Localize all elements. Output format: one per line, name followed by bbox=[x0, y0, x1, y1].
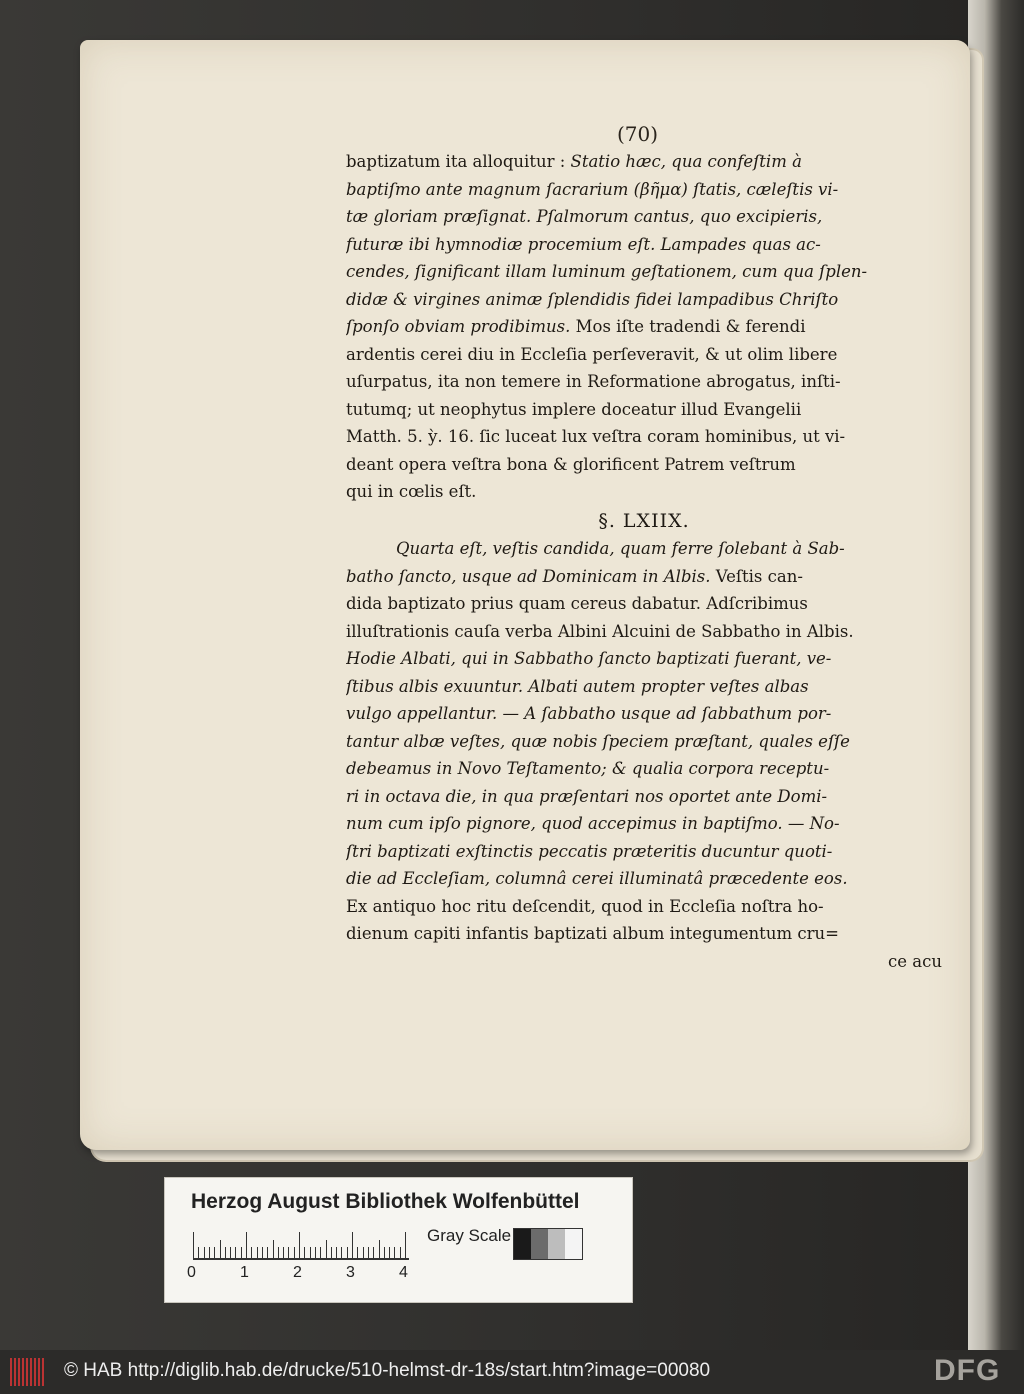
italic-text: ſponſo obviam prodibimus. bbox=[346, 317, 571, 336]
text-line bbox=[346, 148, 942, 176]
ruler-numbers bbox=[187, 1264, 437, 1286]
ruler-tick bbox=[225, 1247, 226, 1258]
ruler-tick bbox=[220, 1240, 221, 1258]
roman-text: baptizatum ita alloquitur : bbox=[346, 152, 571, 171]
roman-text: Ex antiquo hoc ritu deſcendit, quod in Eccleſia noſtra ho- bbox=[346, 896, 824, 916]
text-line bbox=[346, 920, 942, 948]
ruler-tick bbox=[368, 1247, 369, 1258]
text-line bbox=[346, 618, 942, 646]
roman-text: deant opera veſtra bona & glorificent Patrem veſtrum bbox=[346, 454, 796, 474]
ruler-number: 0 bbox=[187, 1264, 196, 1281]
ruler-tick bbox=[288, 1247, 289, 1258]
footer-copyright-url[interactable]: © HAB http://diglib.hab.de/drucke/510-helmst-dr-18s/start.htm?image=00080 bbox=[64, 1360, 711, 1381]
text-line bbox=[346, 341, 942, 369]
italic-text: Hodie Albati, qui in Sabbatho ſancto baptizati fuerant, ve- bbox=[346, 649, 832, 668]
italic-text: ſtibus albis exuuntur. Albati autem propter veſtes albas bbox=[346, 676, 809, 696]
text-line bbox=[346, 478, 942, 506]
ruler-number: 3 bbox=[346, 1264, 355, 1281]
body-text bbox=[346, 148, 942, 975]
ruler-tick bbox=[235, 1247, 236, 1258]
roman-text: Matth. 5. ỳ. 16. ſic luceat lux veſtra coram hominibus, ut vi- bbox=[346, 427, 846, 446]
ruler-tick bbox=[310, 1247, 311, 1258]
gray-scale-label: Gray Scale bbox=[427, 1226, 512, 1245]
italic-text: didæ & virgines animæ ſplendidis fidei lampadibus Chriſto bbox=[346, 289, 839, 309]
ruler-number: 1 bbox=[240, 1264, 249, 1281]
ruler-tick bbox=[400, 1247, 401, 1258]
text-line bbox=[346, 368, 942, 396]
text-line bbox=[346, 755, 942, 783]
text-line bbox=[346, 396, 942, 424]
text-line bbox=[346, 838, 942, 866]
roman-text: qui in cœlis eſt. bbox=[346, 482, 477, 501]
italic-text: batho ſancto, usque ad Dominicam in Albis. bbox=[346, 566, 711, 586]
roman-text: tutumq; ut neophytus implere doceatur illud Evangelii bbox=[346, 399, 802, 419]
ruler-tick bbox=[315, 1247, 316, 1258]
ruler-number: 4 bbox=[399, 1264, 408, 1281]
catchword: ce acu bbox=[888, 951, 942, 971]
paragraph-lxvii-end bbox=[346, 148, 942, 506]
ruler-tick bbox=[251, 1247, 252, 1258]
text-line bbox=[346, 810, 942, 838]
italic-text: ri in octava die, in qua præſentari nos oportet ante Domi- bbox=[346, 786, 828, 806]
italic-text: tantur albæ veſtes, quæ nobis ſpeciem præſtant, quales eſſe bbox=[346, 731, 850, 751]
gray-swatch bbox=[531, 1229, 548, 1259]
ruler-tick bbox=[320, 1247, 321, 1258]
text-line bbox=[346, 176, 942, 204]
italic-text: num cum ipſo pignore, quod accepimus in baptiſmo. — No- bbox=[346, 814, 840, 833]
italic-text: Quarta eſt, veſtis candida, quam ferre ſolebant à Sab- bbox=[396, 539, 845, 558]
footer-bar bbox=[0, 1350, 1024, 1394]
roman-text: Mos iſte tradendi & ferendi bbox=[570, 317, 806, 336]
text-line bbox=[346, 286, 942, 314]
roman-text: dida baptizato prius quam cereus dabatur. Adſcribimus bbox=[346, 594, 808, 613]
italic-text: cendes, ſignificant illam luminum geſtationem, cum qua ſplen- bbox=[346, 262, 868, 281]
ruler-tick bbox=[405, 1232, 406, 1258]
italic-text: tæ gloriam præſignat. Pſalmorum cantus, quo excipieris, bbox=[346, 207, 823, 226]
gray-swatch bbox=[514, 1229, 531, 1259]
italic-text: Statio hæc, qua confeſtim à bbox=[570, 152, 802, 171]
italic-text: baptiſmo ante magnum ſacrarium (βῆμα) ſtatis, cæleſtis vi- bbox=[346, 179, 839, 199]
ruler-tick bbox=[389, 1247, 390, 1258]
italic-text: debeamus in Novo Teſtamento; & qualia corpora receptu- bbox=[346, 759, 830, 778]
ruler bbox=[193, 1232, 409, 1260]
ruler-number: 2 bbox=[293, 1264, 302, 1281]
gray-scale-swatch bbox=[513, 1228, 583, 1260]
text-line bbox=[346, 893, 942, 921]
ruler-tick bbox=[262, 1247, 263, 1258]
text-line bbox=[346, 865, 942, 893]
italic-text: ſtri baptizati exſtinctis peccatis præteritis ducuntur quoti- bbox=[346, 841, 833, 861]
text-line bbox=[346, 783, 942, 811]
ruler-tick bbox=[267, 1247, 268, 1258]
ruler-tick bbox=[373, 1247, 374, 1258]
page-number: (70) bbox=[617, 122, 659, 146]
text-line bbox=[346, 563, 942, 591]
ruler-tick bbox=[363, 1247, 364, 1258]
ruler-tick bbox=[347, 1247, 348, 1258]
ruler-tick bbox=[209, 1247, 210, 1258]
reference-card bbox=[164, 1177, 633, 1303]
roman-text: ardentis cerei diu in Eccleſia perſeveravit, & ut olim libere bbox=[346, 344, 838, 364]
text-line bbox=[346, 728, 942, 756]
text-line bbox=[346, 645, 942, 673]
gray-swatch bbox=[565, 1229, 582, 1259]
dfg-logo: DFG bbox=[934, 1354, 1001, 1387]
gray-swatch bbox=[548, 1229, 565, 1259]
ruler-tick bbox=[283, 1247, 284, 1258]
barcode-icon bbox=[10, 1358, 46, 1386]
paragraph-lxiix bbox=[346, 535, 942, 948]
text-line bbox=[346, 590, 942, 618]
ruler-tick bbox=[198, 1247, 199, 1258]
ruler-tick bbox=[193, 1232, 194, 1258]
text-line bbox=[346, 258, 942, 286]
roman-text: dienum capiti infantis baptizati album integumentum cru= bbox=[346, 924, 839, 943]
text-line bbox=[346, 451, 942, 479]
ruler-tick bbox=[394, 1247, 395, 1258]
italic-text: vulgo appellantur. — A ſabbatho usque ad ſabbathum por- bbox=[346, 704, 832, 723]
roman-text: Veſtis can- bbox=[710, 566, 803, 586]
ruler-tick bbox=[246, 1232, 247, 1258]
text-line bbox=[346, 423, 942, 451]
ruler-tick bbox=[352, 1232, 353, 1258]
text-line bbox=[346, 700, 942, 728]
ruler-tick bbox=[384, 1247, 385, 1258]
text-line bbox=[346, 231, 942, 259]
ruler-tick bbox=[326, 1240, 327, 1258]
ruler-tick bbox=[379, 1240, 380, 1258]
ruler-tick bbox=[336, 1247, 337, 1258]
ruler-tick bbox=[214, 1247, 215, 1258]
ruler-tick bbox=[304, 1247, 305, 1258]
ruler-tick bbox=[230, 1247, 231, 1258]
text-line bbox=[346, 535, 942, 563]
ruler-tick bbox=[299, 1232, 300, 1258]
italic-text: futuræ ibi hymnodiæ procemium eſt. Lampades quas ac- bbox=[346, 234, 821, 254]
roman-text: uſurpatus, ita non temere in Reformatione abrogatus, inſti- bbox=[346, 372, 841, 391]
library-name: Herzog August Bibliothek Wolfenbüttel bbox=[191, 1190, 580, 1213]
ruler-tick bbox=[204, 1247, 205, 1258]
text-line bbox=[346, 673, 942, 701]
italic-text: die ad Eccleſiam, columnâ cerei illuminatâ præcedente eos. bbox=[346, 869, 848, 888]
ruler-tick bbox=[257, 1247, 258, 1258]
section-heading: §. LXIIX. bbox=[598, 509, 690, 532]
roman-text: illuſtrationis cauſa verba Albini Alcuini de Sabbatho in Albis. bbox=[346, 621, 854, 641]
ruler-tick bbox=[341, 1247, 342, 1258]
ruler-tick bbox=[278, 1247, 279, 1258]
text-line bbox=[346, 203, 942, 231]
ruler-tick bbox=[273, 1240, 274, 1258]
ruler-tick bbox=[241, 1247, 242, 1258]
text-line bbox=[346, 313, 942, 341]
ruler-tick bbox=[357, 1247, 358, 1258]
ruler-tick bbox=[294, 1247, 295, 1258]
ruler-tick bbox=[331, 1247, 332, 1258]
